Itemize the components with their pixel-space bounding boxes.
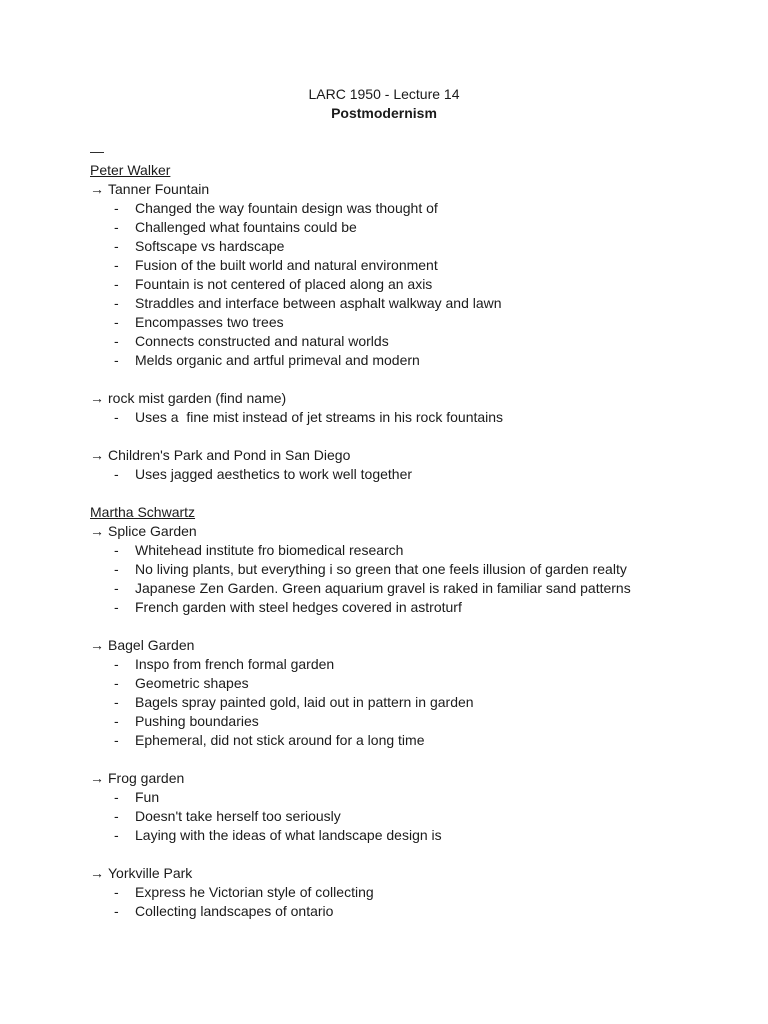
list-item [90, 598, 678, 617]
bullet-marker: - [114, 333, 119, 349]
topic-title: rock mist garden (find name) [108, 390, 287, 406]
list-item-text: Changed the way fountain design was thought of [135, 200, 438, 216]
section [90, 161, 678, 484]
bullet-marker: - [114, 808, 119, 824]
bullet-marker: - [114, 409, 119, 425]
list-item [90, 199, 678, 218]
bullet-marker: - [114, 314, 119, 330]
topic-title-line [90, 636, 678, 655]
topic-title-line [90, 180, 678, 199]
list-item-text: Fun [135, 789, 160, 805]
list-item-text: Whitehead institute fro biomedical research [135, 542, 404, 558]
arrow-icon: → [90, 865, 104, 881]
list-item [90, 712, 678, 731]
bullet-marker: - [114, 599, 119, 615]
arrow-icon: → [90, 390, 104, 406]
topic-group [90, 864, 678, 921]
list-item-text: Doesn't take herself too seriously [135, 808, 341, 824]
list-item-text: Melds organic and artful primeval and modern [135, 352, 420, 368]
bullet-marker: - [114, 542, 119, 558]
topic-title: Bagel Garden [108, 637, 195, 653]
topic-title-line [90, 864, 678, 883]
list-item-text: Fusion of the built world and natural environment [135, 257, 438, 273]
list-item-text: Softscape vs hardscape [135, 238, 285, 254]
topic-title-line [90, 769, 678, 788]
list-item [90, 275, 678, 294]
arrow-icon: → [90, 637, 104, 653]
bullet-marker: - [114, 713, 119, 729]
arrow-icon: → [90, 447, 104, 463]
list-item-text: Inspo from french formal garden [135, 656, 335, 672]
bullet-marker: - [114, 200, 119, 216]
topic-title: Yorkville Park [108, 865, 193, 881]
list-item-text: Express he Victorian style of collecting [135, 884, 374, 900]
bullet-list [90, 883, 678, 921]
bullet-marker: - [114, 257, 119, 273]
list-item [90, 674, 678, 693]
topic-group [90, 389, 678, 427]
list-item [90, 256, 678, 275]
list-item [90, 693, 678, 712]
topic-title-line [90, 446, 678, 465]
section [90, 503, 678, 921]
bullet-marker: - [114, 466, 119, 482]
bullet-marker: - [114, 561, 119, 577]
list-item-text: Japanese Zen Garden. Green aquarium gravel is raked in familiar sand patterns [135, 580, 631, 596]
bullet-list [90, 541, 678, 617]
list-item-text: French garden with steel hedges covered in astroturf [135, 599, 462, 615]
list-item-text: Uses jagged aesthetics to work well together [135, 466, 413, 482]
list-item [90, 560, 678, 579]
bullet-marker: - [114, 219, 119, 235]
section-heading-line [90, 503, 678, 522]
section-heading: Peter Walker [90, 162, 171, 178]
bullet-marker: - [114, 789, 119, 805]
doc-title-line1: LARC 1950 - Lecture 14 [308, 86, 460, 102]
topic-group [90, 522, 678, 617]
section-heading: Martha Schwartz [90, 504, 196, 520]
doc-title-line2: Postmodernism [331, 105, 437, 121]
list-item [90, 826, 678, 845]
bullet-marker: - [114, 656, 119, 672]
list-item-text: Geometric shapes [135, 675, 249, 691]
bullet-list [90, 655, 678, 750]
topic-title: Frog garden [108, 770, 185, 786]
list-item [90, 332, 678, 351]
bullet-marker: - [114, 884, 119, 900]
list-item-text: Uses a fine mist instead of jet streams in his rock fountains [135, 409, 504, 425]
arrow-icon: → [90, 770, 104, 786]
bullet-marker: - [114, 675, 119, 691]
list-item [90, 218, 678, 237]
list-item-text: Laying with the ideas of what landscape design is [135, 827, 442, 843]
arrow-icon: → [90, 181, 104, 197]
divider-dash: — [90, 143, 104, 159]
topic-title-line [90, 522, 678, 541]
arrow-icon: → [90, 523, 104, 539]
list-item [90, 541, 678, 560]
bullet-list [90, 788, 678, 845]
list-item [90, 655, 678, 674]
bullet-marker: - [114, 580, 119, 596]
topic-title: Children's Park and Pond in San Diego [108, 447, 351, 463]
list-item-text: Bagels spray painted gold, laid out in pattern in garden [135, 694, 474, 710]
bullet-marker: - [114, 827, 119, 843]
list-item [90, 408, 678, 427]
bullet-marker: - [114, 732, 119, 748]
topic-group [90, 180, 678, 370]
list-item-text: Encompasses two trees [135, 314, 284, 330]
list-item [90, 788, 678, 807]
bullet-marker: - [114, 694, 119, 710]
bullet-list [90, 465, 678, 484]
list-item-text: Pushing boundaries [135, 713, 259, 729]
topic-group [90, 446, 678, 484]
bullet-marker: - [114, 238, 119, 254]
topic-title: Splice Garden [108, 523, 197, 539]
topic-group [90, 636, 678, 750]
topic-title: Tanner Fountain [108, 181, 210, 197]
list-item [90, 579, 678, 598]
topic-group [90, 769, 678, 845]
bullet-marker: - [114, 276, 119, 292]
list-item [90, 902, 678, 921]
list-item [90, 731, 678, 750]
list-item [90, 883, 678, 902]
list-item [90, 351, 678, 370]
list-item-text: Fountain is not centered of placed along an axis [135, 276, 433, 292]
sections-container [90, 161, 678, 921]
bullet-marker: - [114, 352, 119, 368]
list-item-text: Ephemeral, did not stick around for a long time [135, 732, 425, 748]
list-item-text: No living plants, but everything i so green that one feels illusion of garden realty [135, 561, 627, 577]
section-heading-line [90, 161, 678, 180]
list-item [90, 313, 678, 332]
bullet-list [90, 408, 678, 427]
list-item [90, 807, 678, 826]
list-item [90, 465, 678, 484]
bullet-marker: - [114, 295, 119, 311]
bullet-list [90, 199, 678, 370]
bullet-marker: - [114, 903, 119, 919]
list-item-text: Connects constructed and natural worlds [135, 333, 389, 349]
list-item [90, 237, 678, 256]
list-item [90, 294, 678, 313]
list-item-text: Collecting landscapes of ontario [135, 903, 334, 919]
list-item-text: Straddles and interface between asphalt walkway and lawn [135, 295, 502, 311]
list-item-text: Challenged what fountains could be [135, 219, 357, 235]
topic-title-line [90, 389, 678, 408]
